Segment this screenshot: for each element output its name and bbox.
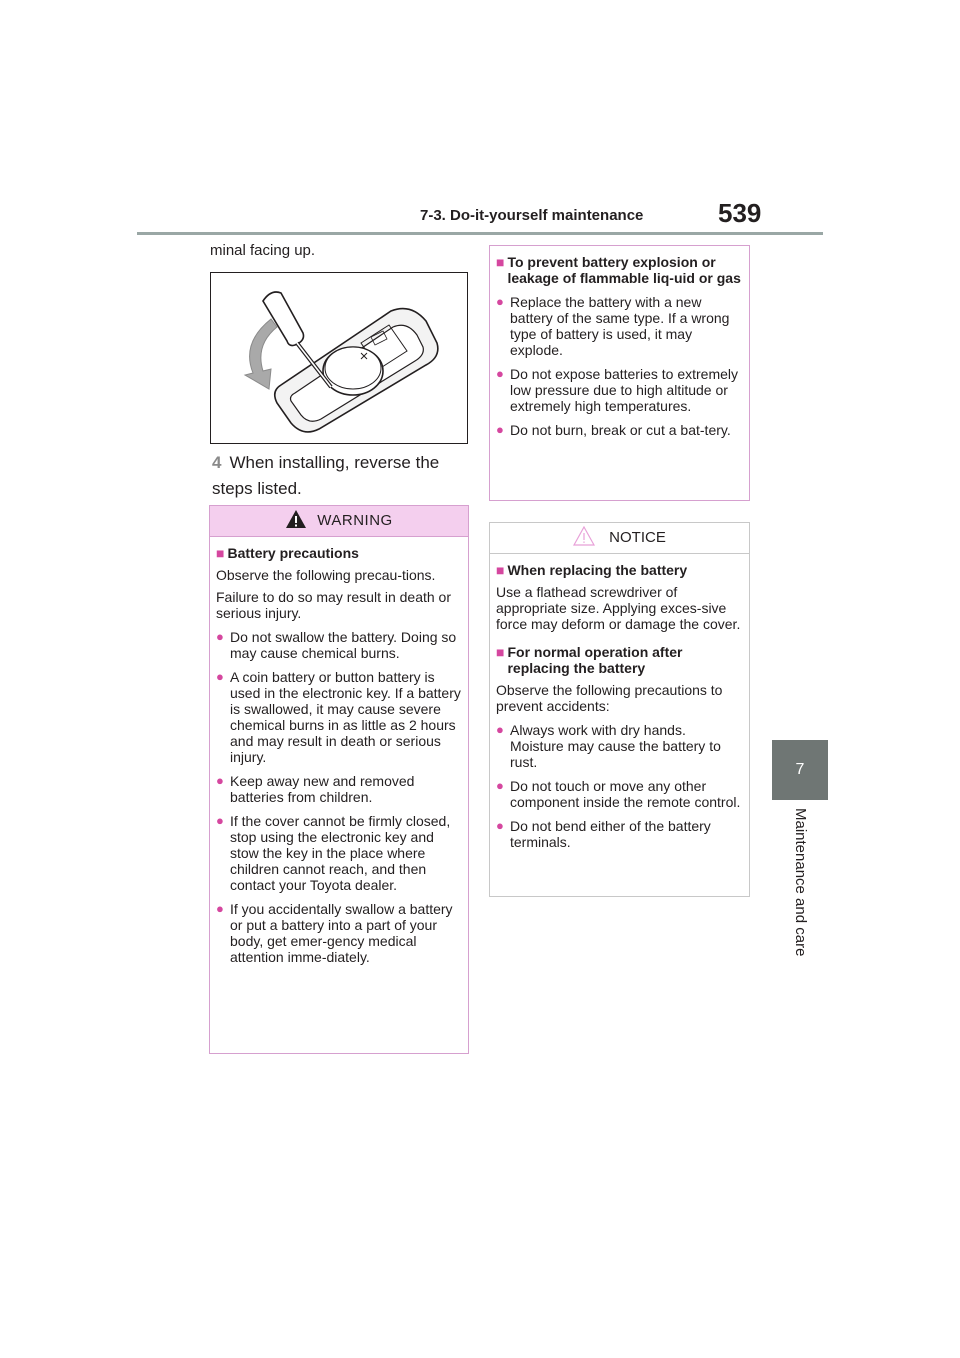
chapter-title-vertical — [752, 808, 842, 988]
chapter-number-tab — [772, 740, 828, 800]
bullet-text: Keep away new and removed batteries from children. — [230, 773, 415, 805]
warning-section-text: Battery precautions — [227, 545, 359, 561]
explosion-bullet — [496, 294, 743, 358]
warning-triangle-icon — [285, 509, 307, 533]
battery-explosion-box — [489, 245, 750, 501]
step-4 — [212, 450, 468, 502]
bullet-dot-icon: ● — [216, 629, 224, 644]
notice-section-text: When replacing the battery — [507, 562, 688, 578]
explosion-bullet — [496, 366, 743, 414]
notice-box — [489, 522, 750, 897]
bullet-text: Do not burn, break or cut a bat-tery. — [510, 422, 731, 438]
notice-section-title — [496, 562, 743, 578]
warning-title: WARNING — [317, 512, 393, 529]
bullet-dot-icon: ● — [216, 669, 224, 684]
notice-header — [490, 523, 749, 554]
bullet-text: Replace the battery with a new battery of the same type. If a wrong type of battery is used, it may explode. — [510, 294, 730, 358]
screwdriver-key-illustration — [211, 273, 467, 443]
bullet-text: Do not touch or move any other component inside the remote control. — [510, 778, 741, 810]
notice-paragraph: Use a flathead screwdriver of appropriate size. Applying exces-sive force may deform or damage the cover. — [496, 584, 741, 632]
chapter-title: Maintenance and care — [792, 808, 809, 957]
bullet-text: Do not expose batteries to extremely low pressure due to high altitude or extremely high temperatures. — [510, 366, 739, 414]
step-text: When installing, reverse the steps listed. — [212, 453, 440, 498]
notice-paragraph: Observe the following precautions to prevent accidents: — [496, 682, 723, 714]
chapter-number: 7 — [795, 761, 805, 778]
key-battery-illustration — [210, 272, 468, 444]
bullet-dot-icon: ● — [216, 813, 224, 828]
warning-bullet — [216, 669, 462, 765]
warning-paragraph: Observe the following precau-tions. — [216, 567, 436, 583]
explosion-section-title — [496, 254, 743, 286]
bullet-dot-icon: ● — [496, 818, 504, 833]
notice-section-text: For normal operation after replacing the battery — [507, 644, 683, 676]
warning-bullet — [216, 813, 462, 893]
bullet-dot-icon: ● — [496, 722, 504, 737]
bullet-dot-icon: ● — [496, 778, 504, 793]
page-number: 539 — [718, 198, 762, 228]
intro-text: minal facing up. — [210, 242, 316, 259]
notice-bullet — [496, 818, 743, 850]
explosion-bullet — [496, 422, 743, 438]
step-number: 4 — [212, 453, 222, 472]
warning-bullet — [216, 901, 462, 965]
bullet-text: Always work with dry hands. Moisture may cause the battery to rust. — [510, 722, 721, 770]
notice-section-title — [496, 644, 743, 676]
square-bullet-icon: ■ — [496, 644, 505, 660]
bullet-dot-icon: ● — [496, 294, 504, 309]
warning-header — [210, 506, 468, 537]
bullet-dot-icon: ● — [216, 901, 224, 916]
bullet-text: Do not swallow the battery. Doing so may cause chemical burns. — [230, 629, 457, 661]
header-rule — [137, 232, 823, 235]
warning-bullet — [216, 629, 462, 661]
bullet-text: A coin battery or button battery is used in the electronic key. If a battery is swallowed, it may cause severe chemical burns in as little as 2 hours and may result in death or serious injury. — [230, 669, 461, 765]
square-bullet-icon: ■ — [216, 545, 225, 561]
caution-triangle-icon — [573, 526, 595, 550]
warning-box — [209, 505, 469, 1054]
bullet-dot-icon: ● — [496, 366, 504, 381]
warning-paragraph: Failure to do so may result in death or serious injury. — [216, 589, 452, 621]
bullet-text: If you accidentally swallow a battery or put a battery into a part of your body, get emer-gency medical attention imme-diately. — [230, 901, 453, 965]
warning-bullet — [216, 773, 462, 805]
notice-bullet — [496, 722, 743, 770]
warning-section-title — [216, 545, 462, 561]
square-bullet-icon: ■ — [496, 562, 505, 578]
notice-bullet — [496, 778, 743, 810]
explosion-section-text: To prevent battery explosion or leakage of flammable liq-uid or gas — [507, 254, 741, 286]
section-title: 7-3. Do-it-yourself maintenance — [420, 207, 644, 224]
square-bullet-icon: ■ — [496, 254, 505, 270]
bullet-text: If the cover cannot be firmly closed, stop using the electronic key and stow the key in the place where children cannot reach, and then contact your Toyota dealer. — [230, 813, 451, 893]
notice-title: NOTICE — [609, 529, 666, 546]
bullet-text: Do not bend either of the battery terminals. — [510, 818, 711, 850]
bullet-dot-icon: ● — [496, 422, 504, 437]
bullet-dot-icon: ● — [216, 773, 224, 788]
